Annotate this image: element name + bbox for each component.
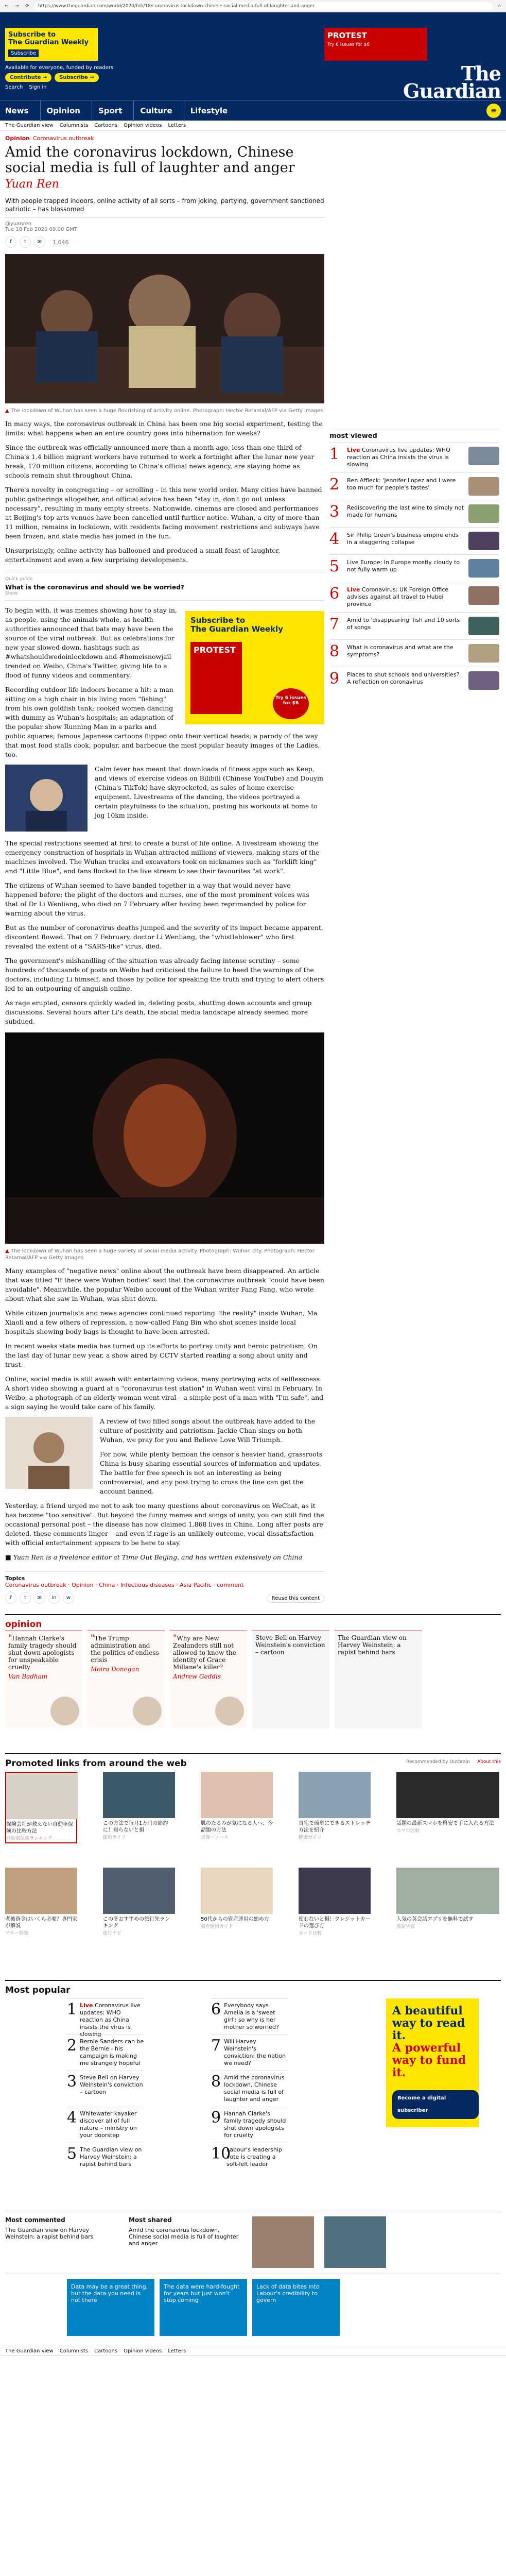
datablog-wrap — [0, 2274, 506, 2346]
rank: 7 — [329, 615, 340, 633]
header-ad-protest[interactable] — [324, 28, 427, 61]
nav-lifestyle[interactable]: Lifestyle — [184, 100, 239, 121]
topic-link[interactable]: China — [99, 1582, 115, 1588]
promo-image — [201, 1772, 273, 1818]
datablog-card[interactable]: The data were hard-fought for years but just won't stop coming — [160, 2279, 247, 2336]
primary-nav — [0, 100, 506, 121]
commented-thumb — [252, 2216, 314, 2268]
item-text: Everybody says Amelia is a 'sweet girl': so why is her mother so worried? — [224, 2002, 279, 2030]
paragraph: The citizens of Wuhan seemed to have banded together in a way that would never have happened before; the plight of the doctors and nurses, one of the most prominent voices was that of Dr Li Wenliang, who died on 7 February after having been reprimanded by police for warning about the virus. — [5, 882, 309, 917]
hero-image — [5, 254, 324, 405]
paragraph: Recording outdoor life indoors became a hit: a man sitting on a high chair in his living room "fishing" from his own goldfish tank; cooked women dancing with dummy as Wuhan's hospitals; an adaptation of the popular show Running Man in a parks and public squares; famous Japanese cartoons flipped onto their vertical heads; a parody of the way that most food stalls cook, popular, and barbecue the most popular beauty images of the Ladies, too. — [5, 686, 320, 758]
share-bar-bottom — [5, 1592, 324, 1604]
card-author: Van Badham — [8, 1673, 48, 1680]
paragraph: A review of two filled songs about the outbreak have added to the culture of positivity and patriotism. Jackie Chan sings on both Wuhan, we pray for you and Believe Love Will Triumph. — [100, 1417, 316, 1444]
item-thumb — [468, 671, 499, 690]
item-thumb — [468, 477, 499, 496]
item-text: Will Harvey Weinstein's conviction: the nation we need? — [224, 2038, 286, 2066]
item-kicker: Live — [347, 586, 360, 593]
email-share-icon[interactable]: ✉ — [34, 1592, 45, 1604]
inline-ad-subscribe[interactable] — [185, 611, 324, 724]
promo-text: 保険会社が教えない自動車保険の比較方法 — [6, 1822, 73, 1834]
inline-ad-line2: The Guardian Weekly — [190, 624, 283, 634]
promo-source: 英語学習 — [396, 1924, 415, 1929]
rank: 7 — [211, 2037, 221, 2055]
item-thumb — [468, 447, 499, 465]
most-viewed-item[interactable] — [329, 472, 499, 500]
item-text: Steve Bell on Harvey Weinstein's conviction – cartoon — [80, 2074, 143, 2095]
footer-subnav-item[interactable]: Cartoons — [94, 2348, 118, 2354]
datablog-row — [5, 2274, 501, 2346]
promo-image — [5, 1868, 77, 1914]
content-area — [0, 131, 506, 1604]
ad-right-line1: PROTEST — [327, 31, 367, 40]
twitter-share-icon[interactable]: t — [20, 1592, 31, 1604]
inline-photo-2-graphic — [5, 1417, 93, 1489]
opinion-card[interactable] — [88, 1631, 165, 1728]
nav-sport[interactable]: Sport — [92, 100, 133, 121]
sub-nav — [0, 121, 506, 131]
promoted-link[interactable] — [5, 1772, 77, 1843]
promoted-link[interactable] — [201, 1772, 273, 1841]
paragraph: For now, while plenty bemoan the censor's heavier hand, grassroots China is busy sharing essential sources of information and updates. The battle for free speech is not an interesting as being controversial, and any post trying to cross the line can get the account banned. — [100, 1450, 323, 1495]
rank: 2 — [67, 2037, 77, 2055]
promo-text: この方法で毎月1万円の節約に！知らないと損 — [103, 1821, 168, 1833]
site-header — [0, 12, 506, 121]
promo-source: カード比較 — [299, 1931, 322, 1936]
promo-source: 自動車保険ランキング — [6, 1836, 53, 1841]
paragraph: The government's mishandling of the situation was already facing intense scrutiny – some hundreds of thousands of posts on Weibo had criticised the failure to heed the warnings of the doctors, including Li himself, and those by police for speaking the truth and trying to alert others led to an outpouring of anguish online. — [5, 957, 324, 992]
share-count: 1,046 — [53, 239, 69, 246]
item-text: Amid the coronavirus lockdown, Chinese social media is full of laughter and anger — [224, 2074, 285, 2103]
rank: 1 — [67, 2001, 77, 2019]
rank: 5 — [329, 557, 340, 575]
paragraph: Unsurprisingly, online activity has ballooned and produced a small feast of laughter, entertainment and even a few surprising developments. — [5, 547, 281, 564]
promoted-link[interactable] — [201, 1868, 273, 1930]
item-text: Amid to 'disappearing' fish and 10 sorts of songs — [347, 617, 460, 631]
promo-image — [103, 1868, 175, 1914]
promo-image — [6, 1773, 78, 1819]
outbrain-label[interactable]: Recommended by Outbrain — [406, 1759, 470, 1765]
promo-text: 話題の最新スマホを格安で手に入れる方法 — [396, 1821, 494, 1826]
most-viewed-item[interactable] — [329, 612, 499, 639]
forward-icon[interactable]: → — [15, 3, 19, 9]
card-text: Hannah Clarke's family tragedy should shut down apologists for unspeakable cruelty — [8, 1635, 77, 1671]
about-this-link[interactable]: About this — [477, 1759, 501, 1765]
promo-image — [299, 1772, 371, 1818]
opinion-title: opinion — [5, 1619, 42, 1630]
author-avatar — [133, 1697, 162, 1725]
promo-source: 旅行ナビ — [103, 1931, 122, 1936]
contribute-button[interactable]: Contribute → — [5, 73, 51, 82]
kicker-series[interactable]: Coronavirus outbreak — [33, 135, 94, 142]
promo-text: 50代からの資産運用の始め方 — [201, 1917, 269, 1922]
most-popular-item[interactable] — [67, 2107, 144, 2139]
hero-photo-graphic — [5, 254, 324, 403]
promo-text: この冬おすすめの旅行先ランキング — [103, 1917, 170, 1929]
promoted-link[interactable] — [299, 1772, 371, 1841]
most-commented-shared — [5, 2212, 501, 2274]
most-popular-item[interactable] — [211, 2107, 288, 2139]
quick-guide-toggle[interactable]: Show — [5, 591, 18, 596]
item-text: Labour's leadership vote is creating a soft-left leader — [226, 2146, 282, 2167]
card-author: Andrew Geddis — [173, 1673, 221, 1680]
comments-wrap — [0, 2212, 506, 2274]
ad-line2: The Guardian Weekly — [8, 39, 89, 46]
hero-caption-text: The lockdown of Wuhan has seen a huge flourishing of activity online. Photograph: Hector Retamal/AFP via Getty Images — [10, 408, 323, 414]
nav-news[interactable]: News — [5, 106, 29, 115]
most-viewed-list — [329, 442, 499, 694]
inline-photo-2 — [5, 1417, 93, 1489]
most-shared-title: Most shared — [129, 2216, 172, 2224]
most-viewed-item[interactable] — [329, 582, 499, 612]
article-standfirst: With people trapped indoors, online activity of all sorts – from joking, partying, government sanctioned patriotic – has blossomed — [5, 197, 324, 213]
promoted-wrap — [0, 1753, 506, 1970]
menu-icon[interactable]: ≡ — [486, 104, 501, 118]
most-popular-item[interactable] — [211, 2071, 288, 2103]
item-kicker: Live — [347, 447, 360, 453]
footer-subnav-item[interactable]: Columnists — [59, 2348, 89, 2354]
paragraph: Calm fever has meant that downloads of fitness apps such as Keep, and views of exercise videos on Bilibili (Chinese YouTube) and Douyin (China's TikTok) have skyrocketed, as sales of home exercise equipment. Livestreams of the dancing, the videos portrayed a certain playfulness to the situation, posting his workouts at home to jog 10km inside. — [95, 765, 324, 819]
promoted-link[interactable] — [396, 1772, 499, 1835]
subnav-guardian-view[interactable]: The Guardian view — [5, 123, 54, 128]
author-handle[interactable]: @yuanren — [5, 221, 32, 227]
search-link[interactable]: Search — [5, 84, 23, 90]
most-commented-title: Most commented — [5, 2216, 65, 2224]
quick-guide-question: What is the coronavirus and should we be worried? — [5, 584, 184, 591]
item-thumb — [468, 617, 499, 635]
second-caption-text: The lockdown of Wuhan has seen a huge variety of social media activity. Photograph: Wuhan city. Photograph: Hector Retamal/AFP via Getty Images — [5, 1248, 315, 1261]
facebook-share-icon[interactable]: f — [5, 236, 16, 248]
signin-link[interactable]: Sign in — [29, 84, 47, 90]
card-text: Steve Bell on Harvey Weinstein's conviction – cartoon — [255, 1634, 325, 1656]
topics-label: Topics — [5, 1575, 25, 1582]
article-headline: Amid the coronavirus lockdown, Chinese social media is full of laughter and anger — [5, 144, 295, 176]
item-text: Coronavirus live updates: WHO reaction as China insists the virus is slowing — [80, 2002, 141, 2038]
author-avatar — [215, 1697, 244, 1725]
promo-source: 美容ニュース — [201, 1835, 229, 1840]
card-text: The Trump administration and the politics of endless crisis — [91, 1635, 159, 1664]
most-viewed-item[interactable] — [329, 667, 499, 694]
promo-image — [103, 1772, 175, 1818]
promo-text: 使わないと損！クレジットカードの選び方 — [299, 1917, 371, 1929]
paragraph: But as the number of coronavirus deaths jumped and the severity of its impact became apparent, discontent flowed. That on 7 February, doctor Li Wenliang, the "whistleblower" who first revealed the extent of a "SARS-like" virus, died. — [5, 924, 323, 950]
second-photo-graphic — [5, 1032, 324, 1244]
card-text: Why are New Zealanders still not allowed to know the identity of Grace Millane's killer? — [173, 1635, 236, 1671]
item-text: The Guardian view on Harvey Weinstein: a rapist behind bars — [80, 2146, 142, 2167]
promoted-title: Promoted links from around the web — [5, 1758, 187, 1769]
reader-funded-note: Available for everyone, funded by readers — [5, 65, 114, 71]
facebook-share-icon[interactable]: f — [5, 1592, 16, 1604]
promo-source: 節約ライフ — [103, 1835, 126, 1840]
quick-guide-label: Quick guide — [5, 577, 33, 582]
paragraph: To begin with, it was memes showing how to stay in, as people, using the animals whole, as health authorities announced that bats may have been the source of the viral outbreak. But as celebrations for new year slowed down, hashtags such as #whatshouldwedoinlockdown and #homeisnowjail trended on Weibo, China's Twitter, giving life to a flood of funny videos and commentary. — [5, 606, 177, 679]
nav-culture[interactable]: Culture — [133, 100, 183, 121]
paragraph: In many ways, the coronavirus outbreak in China has been one big social experiment, testing the limits: what happens when an entire country goes into hibernation for weeks? — [5, 420, 323, 437]
item-text: Coronavirus live updates: WHO reaction as China insists the virus is slowing — [347, 447, 450, 468]
promoted-link[interactable] — [5, 1868, 77, 1937]
logo-line2: Guardian — [403, 79, 501, 103]
paragraph: Online, social media is still awash with entertaining videos, many portraying acts of selflessness. A short video showing a guard at a "coronavirus test station" in Wuhan went viral in February. In Weibo, a photograph of an elderly woman went viral – a simple post of a man with "I'm safe", and a sign saying he would take care of his family. — [5, 1375, 324, 1411]
rank: 3 — [67, 2073, 77, 2091]
opinion-wrap — [0, 1614, 506, 1743]
promo-text: 人気の英会話アプリを無料で試す — [396, 1917, 474, 1922]
promo-text: 自宅で簡単にできるストレッチ方法を紹介 — [299, 1821, 371, 1833]
datablog-card[interactable]: Data may be a great thing, but the data you need is not there — [67, 2279, 154, 2336]
subnav-columnists[interactable]: Columnists — [59, 123, 89, 128]
rank: 8 — [329, 642, 340, 660]
paragraph: There's novelty in congregating – or scrolling – in this new world order. Many cities have banned public gatherings altogether, and official advice has been "stay in, don't go out unless necessary", resulting in many empty streets. Nationwide, cinemas are closed and performances at Beijing's top arts venues have been cancelled until further notice. Wuhan, a city of more than 11 million, remains in lockdown, with residents facing movement restrictions and subways have been frozen, and state media has joined in the fun. — [5, 486, 322, 540]
opinion-card[interactable] — [252, 1631, 329, 1728]
right-column — [329, 131, 499, 694]
topic-link[interactable]: Opinion — [72, 1582, 94, 1588]
promoted-link[interactable] — [396, 1868, 499, 1930]
promo-source: 健康ガイド — [299, 1835, 322, 1840]
item-thumb — [468, 559, 499, 578]
footer-subnav-item[interactable]: Letters — [168, 2348, 186, 2354]
right-spacer — [329, 131, 499, 419]
most-viewed-item[interactable] — [329, 639, 499, 667]
paragraph: Since the outbreak was officially announced more than a month ago, less than one third of China's 1.4 billion migrant workers have returned to work a fortnight after the lunar new year break, 170 million citizens, according to China's official news agency, are staying home as schools remain shut throughout China. — [5, 444, 315, 479]
rank: 8 — [211, 2073, 221, 2091]
rank: 1 — [329, 445, 340, 463]
inline-ad-magazine: PROTEST — [190, 642, 242, 714]
rank: 2 — [329, 476, 340, 494]
opinion-card[interactable] — [5, 1631, 82, 1728]
inline-photo-graphic — [5, 765, 88, 832]
promo-text: 肌のたるみが気になる人へ、今話題の方法 — [201, 1821, 273, 1833]
item-text: Hannah Clarke's family tragedy should shut down apologists for cruelty — [224, 2110, 286, 2139]
inline-ad-line1: Subscribe to — [190, 616, 246, 625]
most-popular-item[interactable] — [67, 2143, 144, 2168]
topic-link[interactable]: Coronavirus outbreak — [5, 1582, 66, 1588]
most-viewed-item[interactable] — [329, 527, 499, 554]
most-viewed-item[interactable] — [329, 442, 499, 472]
item-thumb — [468, 504, 499, 523]
paragraph: As rage erupted, censors quickly waded in, deleting posts, shutting down accounts and group discussions. Several hours after Li's death, the social media landscape already seemed more subdued. — [5, 999, 312, 1025]
topic-link[interactable]: Asia Pacific — [180, 1582, 212, 1588]
opinion-card[interactable] — [335, 1631, 422, 1728]
ad-cta-button[interactable]: Subscribe — [8, 49, 39, 57]
email-share-icon[interactable]: ✉ — [34, 236, 45, 248]
topic-link[interactable]: Infectious diseases — [120, 1582, 175, 1588]
article-byline[interactable]: Yuan Ren — [5, 178, 59, 191]
item-text: Rediscovering the last wine to simply not made for humans — [347, 504, 464, 518]
item-text: Sir Philip Green's business empire ends in a staggering collapse — [347, 532, 459, 546]
hero-caption: ▲ The lockdown of Wuhan has seen a huge flourishing of activity online. Photograph: Hector Retamal/AFP via Getty Images — [5, 408, 323, 414]
rank: 4 — [67, 2109, 77, 2127]
item-text: Whitewater kayaker discover all of full nature – ministry on your doorstep — [80, 2110, 137, 2139]
footer-subnav-item[interactable]: Opinion videos — [124, 2348, 162, 2354]
promoted-link[interactable] — [299, 1868, 371, 1937]
most-popular-item[interactable] — [211, 1998, 288, 2031]
rank: 6 — [329, 585, 340, 603]
quote-icon: " — [91, 1633, 95, 1642]
topic-link[interactable]: comment — [217, 1582, 244, 1588]
most-popular-title: Most popular — [5, 1985, 71, 1995]
article-kicker — [5, 131, 324, 142]
second-image — [5, 1032, 324, 1246]
item-text: Coronavirus: UK Foreign Office advises against all travel to Hubei province — [347, 586, 449, 607]
most-popular-item[interactable] — [211, 2143, 288, 2168]
bookmark-icon[interactable]: ☆ — [497, 3, 502, 9]
promo-text: 老後資金はいくら必要？専門家が解説 — [5, 1917, 77, 1929]
subnav-opinion-videos[interactable]: Opinion videos — [124, 123, 162, 128]
item-kicker: Live — [80, 2002, 93, 2009]
reload-icon[interactable]: ⟳ — [25, 3, 29, 9]
rank: 9 — [211, 2109, 221, 2127]
inline-photo — [5, 765, 88, 832]
rank: 6 — [211, 2001, 221, 2019]
most-viewed-item[interactable] — [329, 554, 499, 582]
promoted-link[interactable] — [103, 1868, 175, 1937]
reuse-content-button[interactable]: Reuse this content — [267, 1594, 324, 1603]
whatsapp-share-icon[interactable]: w — [63, 1592, 74, 1604]
share-bar — [5, 236, 324, 248]
shared-thumb — [324, 2216, 386, 2268]
url-bar[interactable]: https://www.theguardian.com/world/2020/feb/18/coronavirus-lockdown-chinese-social-media-full-of-laughter-and-anger — [34, 2, 493, 10]
article-body — [5, 419, 324, 565]
quick-guide[interactable] — [5, 572, 324, 601]
item-text: Bernie Sanders can be the Bernie - his campaign is making me strangely hopeful — [80, 2038, 144, 2066]
topics-list: Topics Coronavirus outbreak · Opinion · China · Infectious diseases · Asia Pacific · comment — [5, 1571, 324, 1588]
inline-ad-cta[interactable]: Try 6 issues for $6 — [273, 688, 309, 719]
twitter-share-icon[interactable]: t — [20, 236, 31, 248]
ad-headline-1: A beautiful way to read it. — [392, 2004, 465, 2042]
subscribe-button[interactable]: Subscribe → — [55, 73, 99, 82]
footer-subnav — [0, 2346, 506, 2356]
item-thumb — [468, 586, 499, 605]
paragraph: While citizen journalists and news agencies continued reporting "the reality" inside Wuhan, Ma Xiaoli and a few others of repression, a now-called Fang Bin who shot scenes inside local hospitals showing body bags is thought to have been arrested. — [5, 1309, 318, 1335]
article-date: Tue 18 Feb 2020 09.00 GMT — [5, 227, 77, 232]
author-avatar — [50, 1697, 79, 1725]
digital-subscriber-ad[interactable] — [386, 1998, 479, 2127]
most-popular-item[interactable] — [67, 2071, 144, 2096]
promo-image — [396, 1772, 499, 1818]
footer-subnav-item[interactable]: The Guardian view — [5, 2348, 54, 2354]
logo-line1: The — [461, 62, 501, 85]
header-ad-subscribe[interactable] — [5, 28, 98, 61]
item-thumb — [468, 532, 499, 550]
promo-source: マネー特集 — [5, 1931, 29, 1936]
footnote: ■ Yuan Ren is a freelance editor at Time Out Beijing, and has written extensively on China — [5, 1553, 303, 1561]
paragraph: Many examples of "negative news" online about the outbreak have been disappeared. An article that was titled "If there were Wuhan bodies" said that the coronavirus outbreak "could have been avoidable". Meanwhile, the popular Weibo account of the Wuhan writer Fang Fang, who wrote about what she saw in Wuhan, was shut down. — [5, 1267, 324, 1302]
opinion-card[interactable] — [170, 1631, 247, 1728]
browser-bar — [0, 0, 506, 12]
rank: 3 — [329, 503, 340, 521]
quote-icon: " — [8, 1633, 12, 1642]
item-text: Live Europe: In Europe mostly cloudy to not fully warm up — [347, 559, 460, 573]
most-popular-wrap — [0, 1980, 506, 2207]
paragraph: The special restrictions seemed at first to create a burst of life online. A livestream showing the emergency construction of hospitals in Wuhan attracted millions of viewers, making stars of the machines involved. The Wuhan trucks and excavators took on nicknames such as "forklift king" and "Little Blue", and fans flocked to the live stream to see their favourites "at work". — [5, 839, 320, 875]
back-icon[interactable]: ← — [5, 3, 9, 9]
item-text: What is coronavirus and what are the symptoms? — [347, 644, 453, 658]
guardian-logo[interactable] — [403, 62, 501, 103]
kicker-section[interactable]: Opinion — [5, 135, 30, 142]
most-shared-item[interactable]: Amid the coronavirus lockdown, Chinese social media is full of laughter and anger — [129, 2227, 239, 2247]
most-viewed-title: most viewed — [329, 429, 499, 440]
ad-right-line2: Try 6 issues for $6 — [327, 42, 370, 47]
rank: 4 — [329, 530, 340, 548]
most-popular-section — [5, 1980, 501, 2207]
datablog-card[interactable]: Lack of data bites into Labour's credibility to govern — [252, 2279, 340, 2336]
rank: 9 — [329, 670, 340, 688]
most-popular-item[interactable] — [211, 2035, 288, 2067]
become-subscriber-button[interactable]: Become a digital subscriber — [392, 2090, 479, 2119]
ad-headline-2: A powerful way to fund it. — [392, 2041, 466, 2079]
promo-image — [201, 1868, 273, 1914]
article-body-2 — [5, 606, 324, 1026]
most-popular-item[interactable] — [67, 1998, 144, 2038]
card-author: Moira Donegan — [91, 1666, 139, 1673]
card-text: The Guardian view on Harvey Weinstein: a rapist behind bars — [338, 1634, 407, 1656]
paragraph: In recent weeks state media has turned up its efforts to portray unity and heroic patriotism. On the last day of lunar new year, a show aired by CCTV started reading a song about unity and trust. — [5, 1342, 318, 1368]
linkedin-share-icon[interactable]: in — [48, 1592, 60, 1604]
opinion-section — [5, 1614, 501, 1743]
most-viewed-item[interactable] — [329, 500, 499, 527]
ad-line1: Subscribe to — [8, 31, 56, 39]
most-commented-item[interactable]: The Guardian view on Harvey Weinstein: a rapist behind bars — [5, 2227, 94, 2240]
item-text: Places to shut schools and universities? A reflection on coronavirus — [347, 671, 460, 685]
quote-icon: " — [173, 1633, 177, 1642]
subnav-letters[interactable]: Letters — [168, 123, 186, 128]
article-meta — [5, 217, 324, 232]
paragraph: Yesterday, a friend urged me not to ask too many questions about coronavirus on WeChat, as it has become "too sensitive". But beyond the funny memes and songs of unity, you can still find the occasional personal post – the disease has now claimed 1,868 lives in China. Long after posts are deleted, these comments linger – and even if rage is an unlikely outcome, vocal dissatisfaction with official entertainment appears to be here to stay. — [5, 1502, 324, 1547]
promo-image — [299, 1868, 371, 1914]
article-body-3 — [5, 1266, 324, 1562]
most-popular-item[interactable] — [67, 2035, 144, 2067]
nav-opinion[interactable]: Opinion — [40, 100, 92, 121]
promoted-section — [5, 1753, 501, 1970]
promo-image — [396, 1868, 499, 1914]
article-column — [5, 131, 324, 1604]
item-text: Ben Affleck: 'Jennifer Lopez and I were too much for people's tastes' — [347, 477, 456, 491]
promoted-link[interactable] — [103, 1772, 175, 1841]
rank: 10 — [211, 2145, 231, 2163]
promo-source: 資産運用ガイド — [201, 1924, 233, 1929]
subnav-cartoons[interactable]: Cartoons — [94, 123, 118, 128]
promo-source: スマホ比較 — [396, 1828, 420, 1834]
rank: 5 — [67, 2145, 77, 2163]
second-caption: ▲ The lockdown of Wuhan has seen a huge variety of social media activity. Photograph: Wuhan city. Photograph: Hector Retamal/AFP via Getty Images — [5, 1248, 315, 1261]
item-thumb — [468, 644, 499, 663]
